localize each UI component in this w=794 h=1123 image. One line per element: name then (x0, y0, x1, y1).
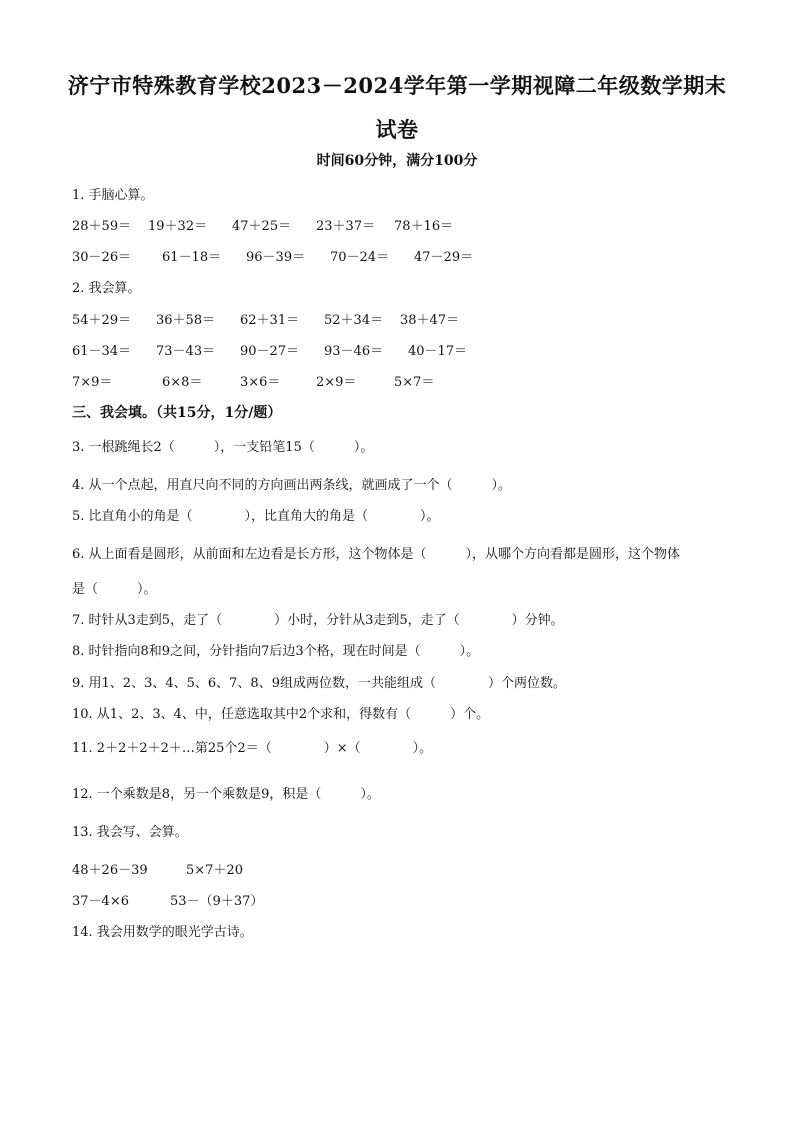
q2-item: 61－34＝ (72, 344, 132, 359)
q2-label: 2. 我会算。 (72, 281, 141, 296)
exam-subtitle: 时间60分钟，满分100分 (316, 153, 478, 169)
q2-item: 3×6＝ (240, 375, 281, 390)
fill-question-6-cont: 是（ ）。 (72, 582, 157, 597)
q1-item: 78＋16＝ (394, 219, 454, 234)
q2-item: 62＋31＝ (240, 313, 300, 328)
fill-question-10: 10. 从1、2、3、4、中，任意选取其中2个求和，得数有（ ）个。 (72, 707, 490, 722)
q1-item: 28＋59＝ (72, 219, 132, 234)
q2-item: 5×7＝ (394, 375, 435, 390)
q1-item: 70－24＝ (330, 250, 390, 265)
q1-item: 47＋25＝ (232, 219, 292, 234)
q13-label: 13. 我会写、会算。 (72, 825, 188, 840)
fill-question-9: 9. 用1、2、3、4、5、6、7、8、9组成两位数，一共能组成（ ）个两位数。 (72, 676, 566, 691)
q2-item: 2×9＝ (316, 375, 357, 390)
q2-item: 93－46＝ (324, 344, 384, 359)
fill-question-11: 11. 2＋2＋2＋2＋…第25个2＝（ ）×（ ）。 (72, 741, 433, 756)
q1-item: 19＋32＝ (148, 219, 208, 234)
q2-item: 52＋34＝ (324, 313, 384, 328)
q2-item: 40－17＝ (408, 344, 468, 359)
q13-item: 48＋26－39 (72, 863, 148, 878)
fill-question-5: 5. 比直角小的角是（ ），比直角大的角是（ ）。 (72, 509, 440, 524)
q1-item: 61－18＝ (162, 250, 222, 265)
exam-title-line2: 试卷 (375, 117, 419, 142)
q2-item: 90－27＝ (240, 344, 300, 359)
q2-item: 73－43＝ (156, 344, 216, 359)
fill-question-3: 3. 一根跳绳长2（ ），一支铅笔15（ ）。 (72, 440, 374, 455)
exam-title-line1: 济宁市特殊教育学校2023－2024学年第一学期视障二年级数学期末 (67, 73, 727, 98)
fill-question-8: 8. 时针指向8和9之间，分针指向7后边3个格，现在时间是（ ）。 (72, 644, 480, 659)
fill-question-6: 6. 从上面看是圆形，从前面和左边看是长方形，这个物体是（ ），从哪个方向看都是圆形，这个物体 (72, 547, 681, 562)
fill-question-7: 7. 时针从3走到5，走了（ ）小时，分针从3走到5，走了（ ）分钟。 (72, 613, 564, 628)
section-3-heading: 三、我会填。（共15分，1分/题） (72, 405, 282, 421)
fill-question-12: 12. 一个乘数是8，另一个乘数是9，积是（ ）。 (72, 787, 380, 802)
q2-item: 6×8＝ (162, 375, 203, 390)
q14-label: 14. 我会用数学的眼光学古诗。 (72, 925, 253, 940)
q1-item: 23＋37＝ (316, 219, 376, 234)
q2-item: 36＋58＝ (156, 313, 216, 328)
q2-item: 38＋47＝ (400, 313, 460, 328)
q1-label: 1. 手脑心算。 (72, 188, 154, 203)
q2-item: 7×9＝ (72, 375, 113, 390)
q1-item: 30－26＝ (72, 250, 132, 265)
q2-item: 54＋29＝ (72, 313, 132, 328)
q1-item: 47－29＝ (414, 250, 474, 265)
fill-question-4: 4. 从一个点起，用直尺向不同的方向画出两条线，就画成了一个（ ）。 (72, 478, 512, 493)
q13-item: 5×7＋20 (186, 863, 243, 878)
q1-item: 96－39＝ (246, 250, 306, 265)
q13-item: 37－4×6 (72, 894, 129, 909)
q13-item: 53－（9＋37） (170, 894, 264, 909)
